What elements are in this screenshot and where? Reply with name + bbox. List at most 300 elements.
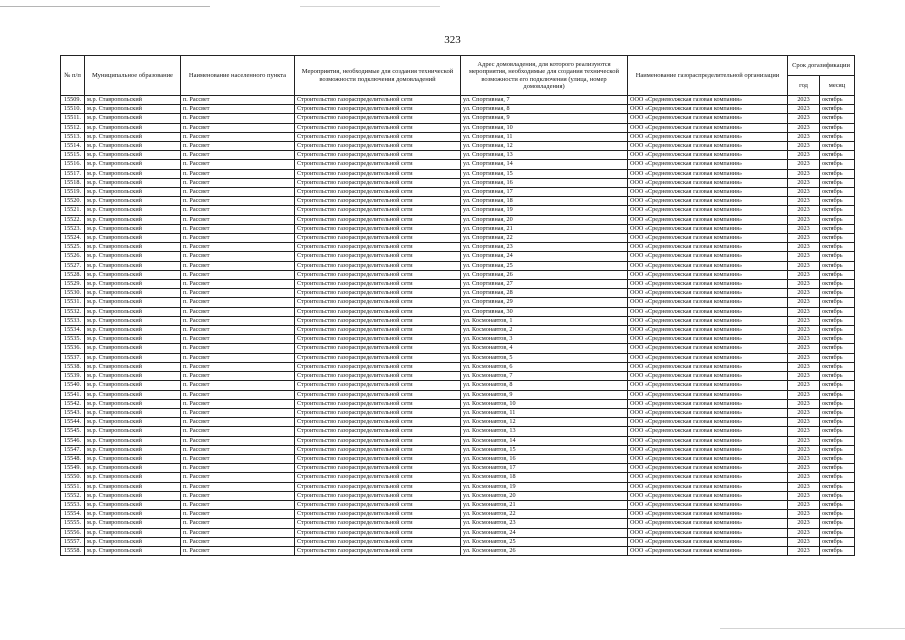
org-cell: ООО «Средневолжская газовая компания» xyxy=(628,473,788,482)
row-number: 15512. xyxy=(61,123,85,132)
settlement-cell: п. Рассвет xyxy=(181,510,295,519)
row-number: 15523. xyxy=(61,224,85,233)
table-row xyxy=(61,270,855,279)
year-cell: 2023 xyxy=(788,96,820,105)
table-row xyxy=(61,445,855,454)
measure-cell: Строительство газораспределительной сети xyxy=(295,436,461,445)
row-number: 15534. xyxy=(61,326,85,335)
month-cell: октябрь xyxy=(820,123,855,132)
table-row xyxy=(61,418,855,427)
settlement-cell: п. Рассвет xyxy=(181,408,295,417)
settlement-cell: п. Рассвет xyxy=(181,344,295,353)
row-number: 15520. xyxy=(61,197,85,206)
header-org: Наименование газораспределительной организации xyxy=(628,56,788,96)
row-number: 15524. xyxy=(61,234,85,243)
address-cell: ул. Космонавтов, 17 xyxy=(461,464,628,473)
settlement-cell: п. Рассвет xyxy=(181,326,295,335)
measure-cell: Строительство газораспределительной сети xyxy=(295,188,461,197)
settlement-cell: п. Рассвет xyxy=(181,105,295,114)
table-row xyxy=(61,372,855,381)
org-cell: ООО «Средневолжская газовая компания» xyxy=(628,188,788,197)
row-number: 15515. xyxy=(61,151,85,160)
address-cell: ул. Спортивная, 17 xyxy=(461,188,628,197)
measure-cell: Строительство газораспределительной сети xyxy=(295,528,461,537)
header-measures: Мероприятия, необходимые для создания технической возможности подключения домовладений xyxy=(295,56,461,96)
table-row xyxy=(61,362,855,371)
year-cell: 2023 xyxy=(788,436,820,445)
month-cell: октябрь xyxy=(820,307,855,316)
row-number: 15548. xyxy=(61,454,85,463)
municipality-cell: м.р. Ставропольский xyxy=(85,546,181,555)
row-number: 15526. xyxy=(61,252,85,261)
org-cell: ООО «Средневолжская газовая компания» xyxy=(628,445,788,454)
gasification-table xyxy=(60,55,855,556)
address-cell: ул. Космонавтов, 11 xyxy=(461,408,628,417)
address-cell: ул. Спортивная, 14 xyxy=(461,160,628,169)
year-cell: 2023 xyxy=(788,399,820,408)
address-cell: ул. Космонавтов, 25 xyxy=(461,537,628,546)
table-row xyxy=(61,261,855,270)
municipality-cell: м.р. Ставропольский xyxy=(85,362,181,371)
year-cell: 2023 xyxy=(788,105,820,114)
org-cell: ООО «Средневолжская газовая компания» xyxy=(628,215,788,224)
org-cell: ООО «Средневолжская газовая компания» xyxy=(628,344,788,353)
month-cell: октябрь xyxy=(820,546,855,555)
year-cell: 2023 xyxy=(788,197,820,206)
row-number: 15543. xyxy=(61,408,85,417)
municipality-cell: м.р. Ставропольский xyxy=(85,215,181,224)
address-cell: ул. Космонавтов, 22 xyxy=(461,510,628,519)
org-cell: ООО «Средневолжская газовая компания» xyxy=(628,261,788,270)
month-cell: октябрь xyxy=(820,160,855,169)
row-number: 15527. xyxy=(61,261,85,270)
settlement-cell: п. Рассвет xyxy=(181,500,295,509)
table-row xyxy=(61,519,855,528)
year-cell: 2023 xyxy=(788,519,820,528)
municipality-cell: м.р. Ставропольский xyxy=(85,224,181,233)
year-cell: 2023 xyxy=(788,270,820,279)
month-cell: октябрь xyxy=(820,289,855,298)
municipality-cell: м.р. Ставропольский xyxy=(85,96,181,105)
org-cell: ООО «Средневолжская газовая компания» xyxy=(628,151,788,160)
municipality-cell: м.р. Ставропольский xyxy=(85,427,181,436)
table-row xyxy=(61,464,855,473)
address-cell: ул. Космонавтов, 8 xyxy=(461,381,628,390)
year-cell: 2023 xyxy=(788,491,820,500)
measure-cell: Строительство газораспределительной сети xyxy=(295,105,461,114)
year-cell: 2023 xyxy=(788,151,820,160)
year-cell: 2023 xyxy=(788,473,820,482)
table-row xyxy=(61,491,855,500)
row-number: 15541. xyxy=(61,390,85,399)
address-cell: ул. Спортивная, 7 xyxy=(461,96,628,105)
row-number: 15511. xyxy=(61,114,85,123)
year-cell: 2023 xyxy=(788,326,820,335)
table-row xyxy=(61,151,855,160)
table-row xyxy=(61,215,855,224)
address-cell: ул. Спортивная, 26 xyxy=(461,270,628,279)
settlement-cell: п. Рассвет xyxy=(181,464,295,473)
address-cell: ул. Космонавтов, 5 xyxy=(461,353,628,362)
settlement-cell: п. Рассвет xyxy=(181,224,295,233)
table-row xyxy=(61,197,855,206)
settlement-cell: п. Рассвет xyxy=(181,482,295,491)
month-cell: октябрь xyxy=(820,335,855,344)
settlement-cell: п. Рассвет xyxy=(181,473,295,482)
settlement-cell: п. Рассвет xyxy=(181,206,295,215)
table-row xyxy=(61,224,855,233)
settlement-cell: п. Рассвет xyxy=(181,197,295,206)
settlement-cell: п. Рассвет xyxy=(181,537,295,546)
month-cell: октябрь xyxy=(820,280,855,289)
address-cell: ул. Космонавтов, 21 xyxy=(461,500,628,509)
address-cell: ул. Спортивная, 16 xyxy=(461,178,628,187)
year-cell: 2023 xyxy=(788,206,820,215)
row-number: 15510. xyxy=(61,105,85,114)
row-number: 15535. xyxy=(61,335,85,344)
table-row xyxy=(61,473,855,482)
row-number: 15549. xyxy=(61,464,85,473)
row-number: 15517. xyxy=(61,169,85,178)
settlement-cell: п. Рассвет xyxy=(181,418,295,427)
municipality-cell: м.р. Ставропольский xyxy=(85,519,181,528)
table-row xyxy=(61,307,855,316)
org-cell: ООО «Средневолжская газовая компания» xyxy=(628,96,788,105)
org-cell: ООО «Средневолжская газовая компания» xyxy=(628,169,788,178)
year-cell: 2023 xyxy=(788,289,820,298)
year-cell: 2023 xyxy=(788,234,820,243)
settlement-cell: п. Рассвет xyxy=(181,546,295,555)
org-cell: ООО «Средневолжская газовая компания» xyxy=(628,418,788,427)
settlement-cell: п. Рассвет xyxy=(181,454,295,463)
year-cell: 2023 xyxy=(788,178,820,187)
table-row xyxy=(61,188,855,197)
month-cell: октябрь xyxy=(820,270,855,279)
page-number: 323 xyxy=(444,34,461,46)
month-cell: октябрь xyxy=(820,436,855,445)
settlement-cell: п. Рассвет xyxy=(181,436,295,445)
address-cell: ул. Спортивная, 9 xyxy=(461,114,628,123)
measure-cell: Строительство газораспределительной сети xyxy=(295,326,461,335)
municipality-cell: м.р. Ставропольский xyxy=(85,381,181,390)
municipality-cell: м.р. Ставропольский xyxy=(85,510,181,519)
address-cell: ул. Космонавтов, 10 xyxy=(461,399,628,408)
address-cell: ул. Космонавтов, 13 xyxy=(461,427,628,436)
municipality-cell: м.р. Ставропольский xyxy=(85,353,181,362)
header-settlement: Наименование населенного пункта xyxy=(181,56,295,96)
measure-cell: Строительство газораспределительной сети xyxy=(295,482,461,491)
header-address: Адрес домовладения, для которого реализуются мероприятия, необходимые для создания технической возможности его подключения (улица, номер домовладения) xyxy=(461,56,628,96)
org-cell: ООО «Средневолжская газовая компания» xyxy=(628,500,788,509)
table-row xyxy=(61,510,855,519)
row-number: 15521. xyxy=(61,206,85,215)
address-cell: ул. Спортивная, 18 xyxy=(461,197,628,206)
month-cell: октябрь xyxy=(820,362,855,371)
measure-cell: Строительство газораспределительной сети xyxy=(295,215,461,224)
address-cell: ул. Спортивная, 15 xyxy=(461,169,628,178)
row-number: 15536. xyxy=(61,344,85,353)
month-cell: октябрь xyxy=(820,381,855,390)
header-year: год xyxy=(788,76,820,96)
year-cell: 2023 xyxy=(788,224,820,233)
municipality-cell: м.р. Ставропольский xyxy=(85,132,181,141)
month-cell: октябрь xyxy=(820,132,855,141)
address-cell: ул. Космонавтов, 15 xyxy=(461,445,628,454)
month-cell: октябрь xyxy=(820,151,855,160)
month-cell: октябрь xyxy=(820,224,855,233)
year-cell: 2023 xyxy=(788,160,820,169)
measure-cell: Строительство газораспределительной сети xyxy=(295,197,461,206)
measure-cell: Строительство газораспределительной сети xyxy=(295,362,461,371)
row-number: 15544. xyxy=(61,418,85,427)
org-cell: ООО «Средневолжская газовая компания» xyxy=(628,206,788,215)
org-cell: ООО «Средневолжская газовая компания» xyxy=(628,510,788,519)
year-cell: 2023 xyxy=(788,372,820,381)
month-cell: октябрь xyxy=(820,252,855,261)
measure-cell: Строительство газораспределительной сети xyxy=(295,206,461,215)
settlement-cell: п. Рассвет xyxy=(181,270,295,279)
municipality-cell: м.р. Ставропольский xyxy=(85,142,181,151)
address-cell: ул. Космонавтов, 12 xyxy=(461,418,628,427)
address-cell: ул. Спортивная, 27 xyxy=(461,280,628,289)
row-number: 15542. xyxy=(61,399,85,408)
municipality-cell: м.р. Ставропольский xyxy=(85,178,181,187)
municipality-cell: м.р. Ставропольский xyxy=(85,298,181,307)
month-cell: октябрь xyxy=(820,537,855,546)
month-cell: октябрь xyxy=(820,445,855,454)
settlement-cell: п. Рассвет xyxy=(181,353,295,362)
settlement-cell: п. Рассвет xyxy=(181,399,295,408)
row-number: 15551. xyxy=(61,482,85,491)
municipality-cell: м.р. Ставропольский xyxy=(85,436,181,445)
table-row xyxy=(61,482,855,491)
measure-cell: Строительство газораспределительной сети xyxy=(295,408,461,417)
row-number: 15539. xyxy=(61,372,85,381)
municipality-cell: м.р. Ставропольский xyxy=(85,464,181,473)
address-cell: ул. Космонавтов, 16 xyxy=(461,454,628,463)
row-number: 15528. xyxy=(61,270,85,279)
settlement-cell: п. Рассвет xyxy=(181,261,295,270)
municipality-cell: м.р. Ставропольский xyxy=(85,408,181,417)
month-cell: октябрь xyxy=(820,528,855,537)
measure-cell: Строительство газораспределительной сети xyxy=(295,160,461,169)
address-cell: ул. Космонавтов, 23 xyxy=(461,519,628,528)
month-cell: октябрь xyxy=(820,399,855,408)
year-cell: 2023 xyxy=(788,381,820,390)
table-row xyxy=(61,528,855,537)
row-number: 15529. xyxy=(61,280,85,289)
month-cell: октябрь xyxy=(820,408,855,417)
org-cell: ООО «Средневолжская газовая компания» xyxy=(628,123,788,132)
municipality-cell: м.р. Ставропольский xyxy=(85,500,181,509)
settlement-cell: п. Рассвет xyxy=(181,151,295,160)
header-municipality: Муниципальное образование xyxy=(85,56,181,96)
year-cell: 2023 xyxy=(788,114,820,123)
settlement-cell: п. Рассвет xyxy=(181,96,295,105)
settlement-cell: п. Рассвет xyxy=(181,252,295,261)
municipality-cell: м.р. Ставропольский xyxy=(85,114,181,123)
municipality-cell: м.р. Ставропольский xyxy=(85,280,181,289)
municipality-cell: м.р. Ставропольский xyxy=(85,234,181,243)
org-cell: ООО «Средневолжская газовая компания» xyxy=(628,353,788,362)
address-cell: ул. Спортивная, 24 xyxy=(461,252,628,261)
address-cell: ул. Спортивная, 10 xyxy=(461,123,628,132)
org-cell: ООО «Средневолжская газовая компания» xyxy=(628,243,788,252)
org-cell: ООО «Средневолжская газовая компания» xyxy=(628,362,788,371)
municipality-cell: м.р. Ставропольский xyxy=(85,169,181,178)
row-number: 15554. xyxy=(61,510,85,519)
settlement-cell: п. Рассвет xyxy=(181,381,295,390)
table-row xyxy=(61,206,855,215)
org-cell: ООО «Средневолжская газовая компания» xyxy=(628,399,788,408)
address-cell: ул. Спортивная, 8 xyxy=(461,105,628,114)
row-number: 15545. xyxy=(61,427,85,436)
address-cell: ул. Космонавтов, 20 xyxy=(461,491,628,500)
address-cell: ул. Космонавтов, 1 xyxy=(461,316,628,325)
org-cell: ООО «Средневолжская газовая компания» xyxy=(628,280,788,289)
settlement-cell: п. Рассвет xyxy=(181,215,295,224)
settlement-cell: п. Рассвет xyxy=(181,491,295,500)
year-cell: 2023 xyxy=(788,464,820,473)
row-number: 15525. xyxy=(61,243,85,252)
measure-cell: Строительство газораспределительной сети xyxy=(295,519,461,528)
month-cell: октябрь xyxy=(820,473,855,482)
header-deadline: Срок догазификации xyxy=(788,56,855,76)
measure-cell: Строительство газораспределительной сети xyxy=(295,464,461,473)
settlement-cell: п. Рассвет xyxy=(181,178,295,187)
month-cell: октябрь xyxy=(820,418,855,427)
table-row xyxy=(61,142,855,151)
settlement-cell: п. Рассвет xyxy=(181,390,295,399)
municipality-cell: м.р. Ставропольский xyxy=(85,252,181,261)
address-cell: ул. Космонавтов, 19 xyxy=(461,482,628,491)
address-cell: ул. Спортивная, 12 xyxy=(461,142,628,151)
org-cell: ООО «Средневолжская газовая компания» xyxy=(628,482,788,491)
measure-cell: Строительство газораспределительной сети xyxy=(295,316,461,325)
table-row xyxy=(61,500,855,509)
row-number: 15530. xyxy=(61,289,85,298)
measure-cell: Строительство газораспределительной сети xyxy=(295,234,461,243)
measure-cell: Строительство газораспределительной сети xyxy=(295,151,461,160)
org-cell: ООО «Средневолжская газовая компания» xyxy=(628,326,788,335)
measure-cell: Строительство газораспределительной сети xyxy=(295,298,461,307)
org-cell: ООО «Средневолжская газовая компания» xyxy=(628,307,788,316)
month-cell: октябрь xyxy=(820,326,855,335)
settlement-cell: п. Рассвет xyxy=(181,188,295,197)
measure-cell: Строительство газораспределительной сети xyxy=(295,270,461,279)
month-cell: октябрь xyxy=(820,298,855,307)
year-cell: 2023 xyxy=(788,215,820,224)
measure-cell: Строительство газораспределительной сети xyxy=(295,169,461,178)
table-row xyxy=(61,280,855,289)
settlement-cell: п. Рассвет xyxy=(181,114,295,123)
measure-cell: Строительство газораспределительной сети xyxy=(295,132,461,141)
org-cell: ООО «Средневолжская газовая компания» xyxy=(628,436,788,445)
table-row xyxy=(61,326,855,335)
municipality-cell: м.р. Ставропольский xyxy=(85,289,181,298)
year-cell: 2023 xyxy=(788,528,820,537)
settlement-cell: п. Рассвет xyxy=(181,280,295,289)
row-number: 15540. xyxy=(61,381,85,390)
address-cell: ул. Спортивная, 22 xyxy=(461,234,628,243)
address-cell: ул. Спортивная, 11 xyxy=(461,132,628,141)
month-cell: октябрь xyxy=(820,519,855,528)
table-row xyxy=(61,105,855,114)
org-cell: ООО «Средневолжская газовая компания» xyxy=(628,132,788,141)
municipality-cell: м.р. Ставропольский xyxy=(85,151,181,160)
settlement-cell: п. Рассвет xyxy=(181,160,295,169)
municipality-cell: м.р. Ставропольский xyxy=(85,160,181,169)
month-cell: октябрь xyxy=(820,454,855,463)
row-number: 15557. xyxy=(61,537,85,546)
year-cell: 2023 xyxy=(788,344,820,353)
address-cell: ул. Космонавтов, 7 xyxy=(461,372,628,381)
measure-cell: Строительство газораспределительной сети xyxy=(295,353,461,362)
year-cell: 2023 xyxy=(788,123,820,132)
measure-cell: Строительство газораспределительной сети xyxy=(295,252,461,261)
org-cell: ООО «Средневолжская газовая компания» xyxy=(628,316,788,325)
month-cell: октябрь xyxy=(820,500,855,509)
table-body xyxy=(61,96,855,556)
table-row xyxy=(61,546,855,555)
measure-cell: Строительство газораспределительной сети xyxy=(295,114,461,123)
municipality-cell: м.р. Ставропольский xyxy=(85,261,181,270)
year-cell: 2023 xyxy=(788,280,820,289)
year-cell: 2023 xyxy=(788,418,820,427)
measure-cell: Строительство газораспределительной сети xyxy=(295,491,461,500)
settlement-cell: п. Рассвет xyxy=(181,307,295,316)
table-row xyxy=(61,427,855,436)
measure-cell: Строительство газораспределительной сети xyxy=(295,261,461,270)
table-header xyxy=(61,56,855,96)
table-row xyxy=(61,316,855,325)
org-cell: ООО «Средневолжская газовая компания» xyxy=(628,390,788,399)
table-row xyxy=(61,289,855,298)
measure-cell: Строительство газораспределительной сети xyxy=(295,473,461,482)
org-cell: ООО «Средневолжская газовая компания» xyxy=(628,178,788,187)
year-cell: 2023 xyxy=(788,169,820,178)
month-cell: октябрь xyxy=(820,188,855,197)
address-cell: ул. Спортивная, 20 xyxy=(461,215,628,224)
month-cell: октябрь xyxy=(820,372,855,381)
address-cell: ул. Космонавтов, 6 xyxy=(461,362,628,371)
settlement-cell: п. Рассвет xyxy=(181,234,295,243)
row-number: 15532. xyxy=(61,307,85,316)
table-row xyxy=(61,160,855,169)
measure-cell: Строительство газораспределительной сети xyxy=(295,500,461,509)
row-number: 15533. xyxy=(61,316,85,325)
municipality-cell: м.р. Ставропольский xyxy=(85,344,181,353)
address-cell: ул. Спортивная, 25 xyxy=(461,261,628,270)
year-cell: 2023 xyxy=(788,445,820,454)
row-number: 15513. xyxy=(61,132,85,141)
org-cell: ООО «Средневолжская газовая компания» xyxy=(628,372,788,381)
year-cell: 2023 xyxy=(788,298,820,307)
measure-cell: Строительство газораспределительной сети xyxy=(295,445,461,454)
org-cell: ООО «Средневолжская газовая компания» xyxy=(628,408,788,417)
address-cell: ул. Спортивная, 30 xyxy=(461,307,628,316)
month-cell: октябрь xyxy=(820,427,855,436)
address-cell: ул. Спортивная, 19 xyxy=(461,206,628,215)
row-number: 15550. xyxy=(61,473,85,482)
measure-cell: Строительство газораспределительной сети xyxy=(295,546,461,555)
table-row xyxy=(61,298,855,307)
address-cell: ул. Спортивная, 13 xyxy=(461,151,628,160)
municipality-cell: м.р. Ставропольский xyxy=(85,445,181,454)
org-cell: ООО «Средневолжская газовая компания» xyxy=(628,289,788,298)
measure-cell: Строительство газораспределительной сети xyxy=(295,289,461,298)
table-row xyxy=(61,132,855,141)
